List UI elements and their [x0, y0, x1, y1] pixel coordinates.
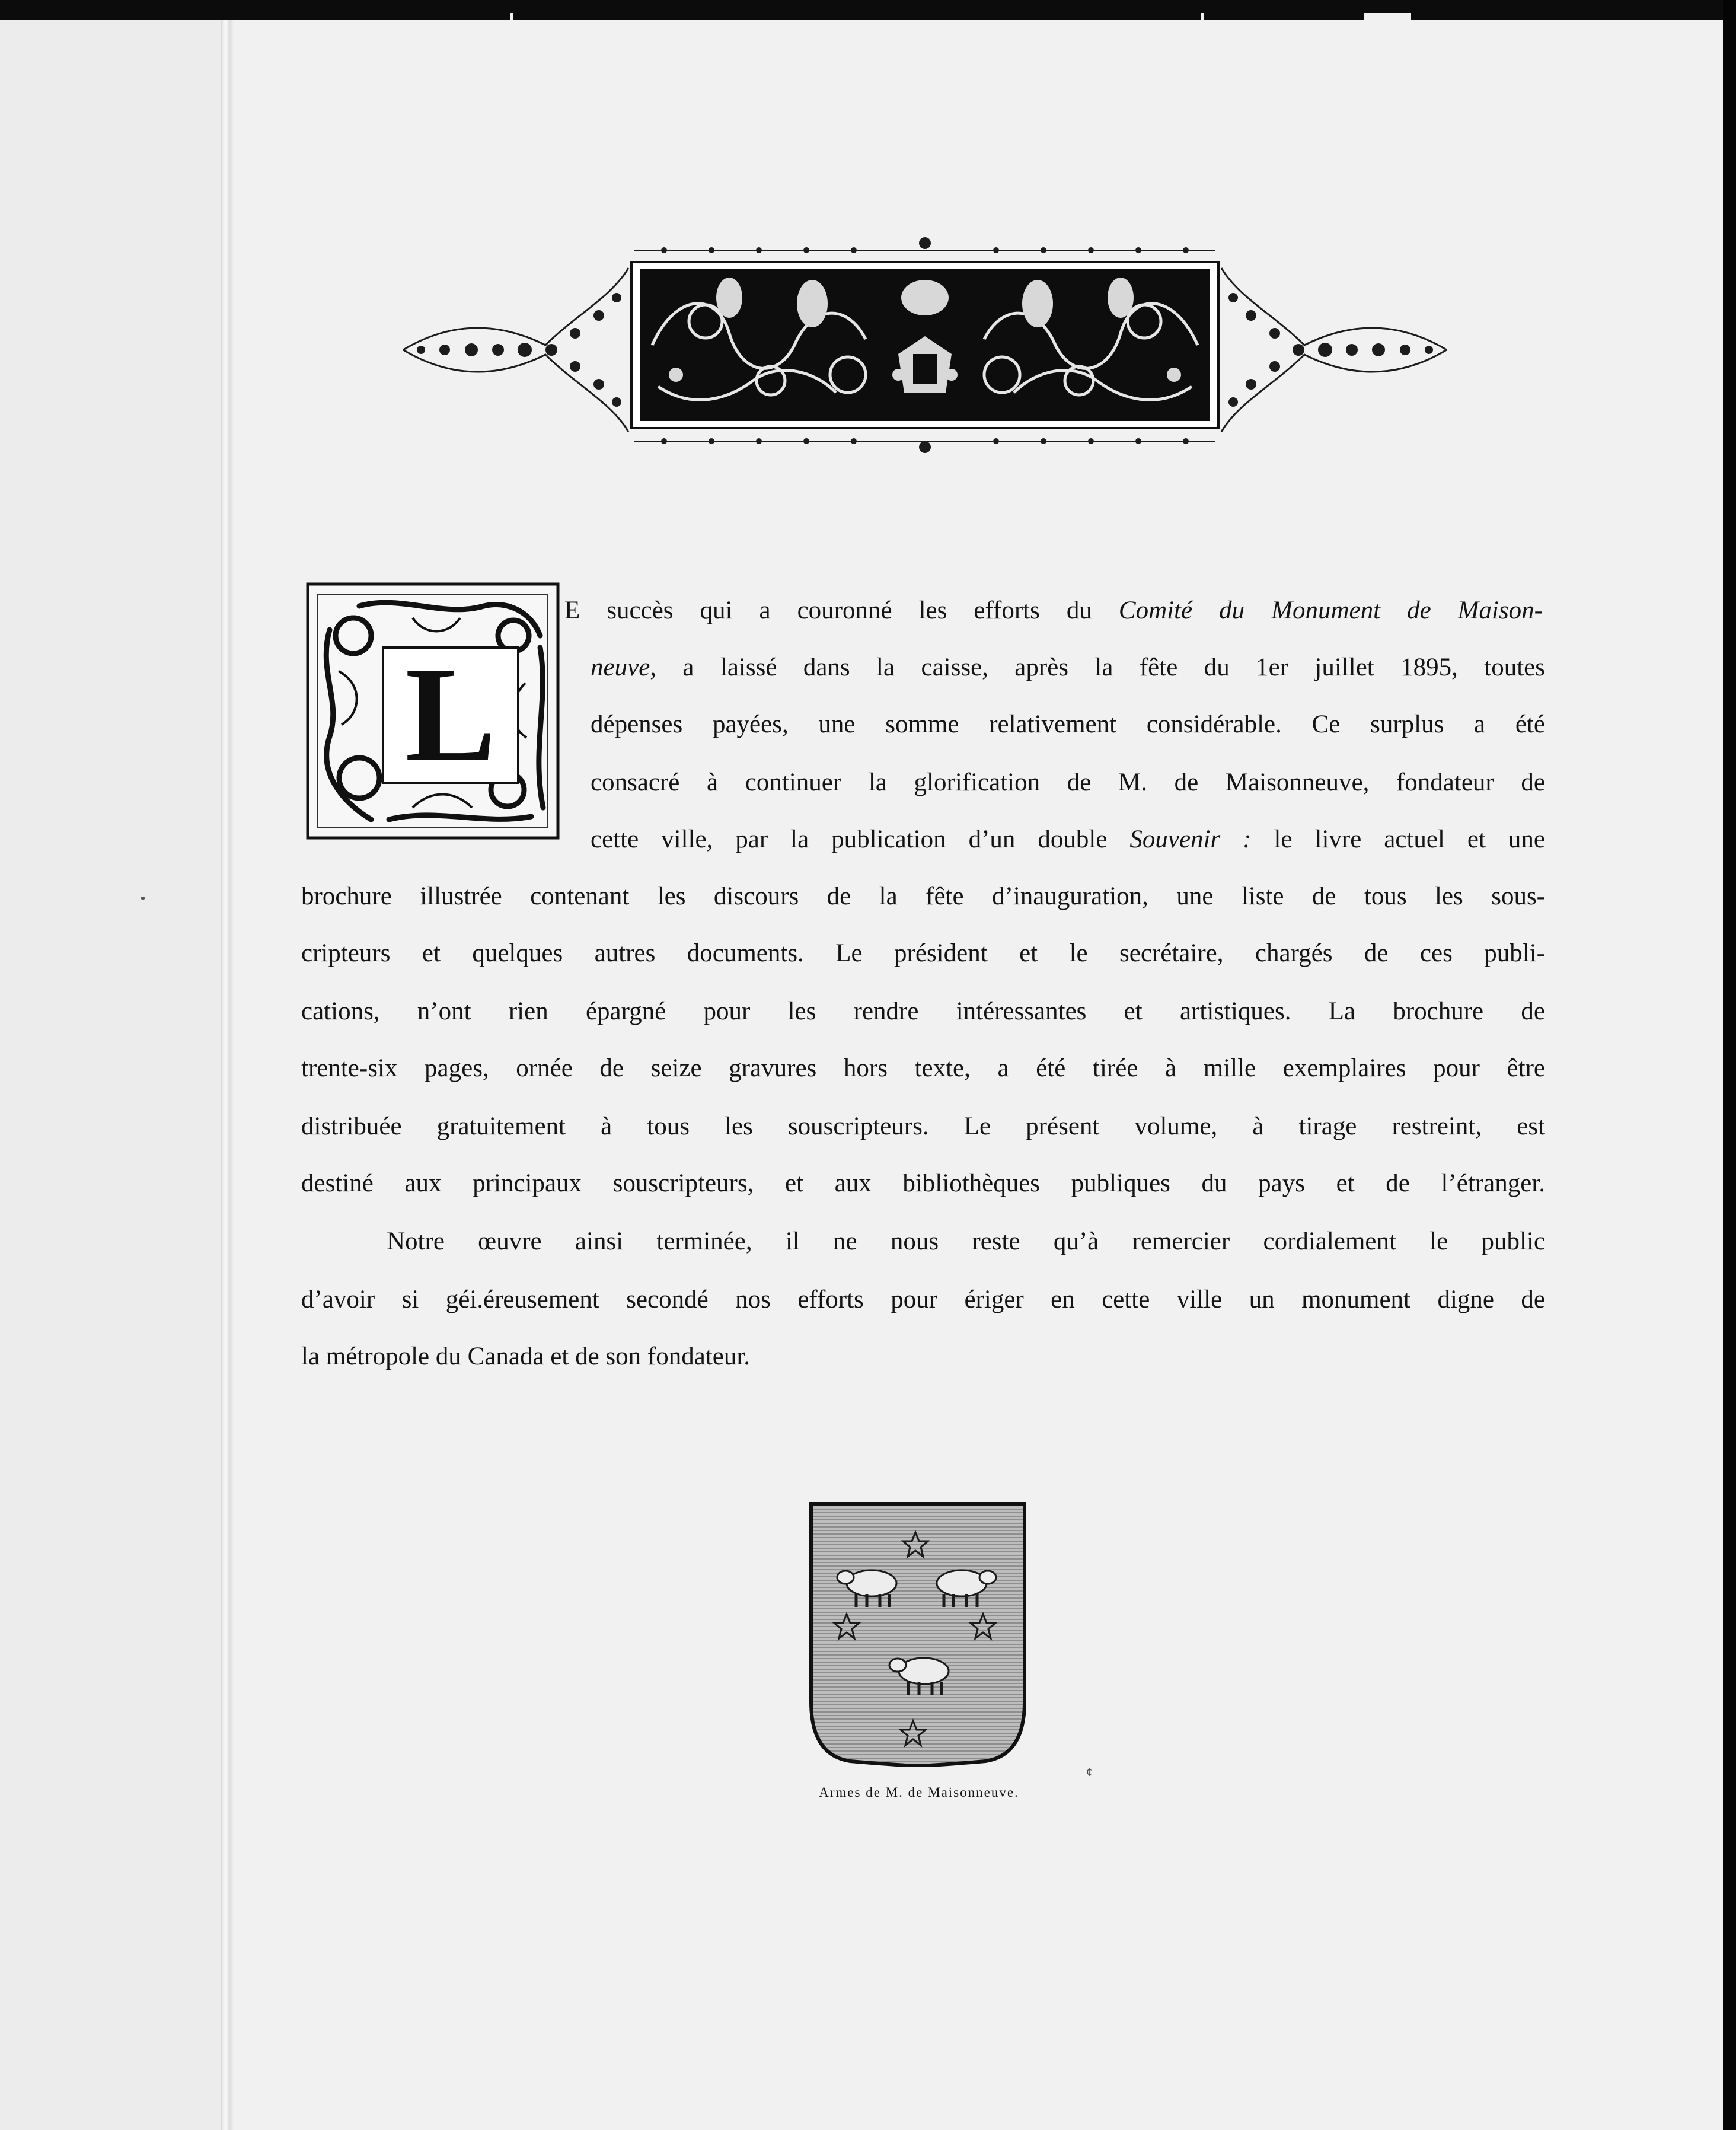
text-line: neuve, a laissé dans la caisse, après la fête du 1er juillet 1895, toutes [591, 653, 1545, 681]
text-line: distribuée gratuitement à tous les souscripteurs. Le présent volume, à tirage restreint, est [301, 1112, 1545, 1140]
ornamental-drop-cap [306, 582, 560, 840]
text-line: E succès qui a couronné les efforts du Comité du Monument de Maison- [564, 597, 1543, 624]
scan-top-edge [0, 0, 1736, 20]
margin-mark: ¢ [1086, 1766, 1092, 1779]
text-line: cripteurs et quelques autres documents. Le président et le secrétaire, chargés de ces publi- [301, 939, 1545, 967]
text-line: destiné aux principaux souscripteurs, et aux bibliothèques publiques du pays et de l’étranger. [301, 1169, 1545, 1197]
text-line: dépenses payées, une somme relativement considérable. Ce surplus a été [591, 710, 1545, 738]
ornamental-headpiece [397, 232, 1453, 458]
text-line: brochure illustrée contenant les discours de la fête d’inauguration, une liste de tous les sous- [301, 882, 1545, 910]
facing-page-margin [0, 20, 221, 2130]
arms-caption: Armes de M. de Maisonneuve. [819, 1785, 1019, 1800]
drop-cap-letter: L [405, 639, 496, 790]
coat-of-arms [808, 1500, 1028, 1767]
text-line: la métropole du Canada et de son fondateur. [301, 1343, 751, 1370]
text-line: consacré à continuer la glorification de M. de Maisonneuve, fondateur de [591, 769, 1545, 796]
page-gutter [221, 20, 237, 2130]
text-line: cations, n’ont rien épargné pour les rendre intéressantes et artistiques. La brochure de [301, 997, 1545, 1025]
text-line: trente-six pages, ornée de seize gravures hors texte, a été tirée à mille exemplaires pour être [301, 1054, 1545, 1082]
text-line: Notre œuvre ainsi terminée, il ne nous reste qu’à remercier cordialement le public [387, 1227, 1545, 1255]
scan-right-edge [1723, 0, 1736, 2130]
ink-speck [141, 897, 145, 900]
text-line: cette ville, par la publication d’un double Souvenir : le livre actuel et une [591, 825, 1545, 853]
text-line: d’avoir si géi.éreusement secondé nos efforts pour ériger en cette ville un monument digne de [301, 1286, 1545, 1313]
